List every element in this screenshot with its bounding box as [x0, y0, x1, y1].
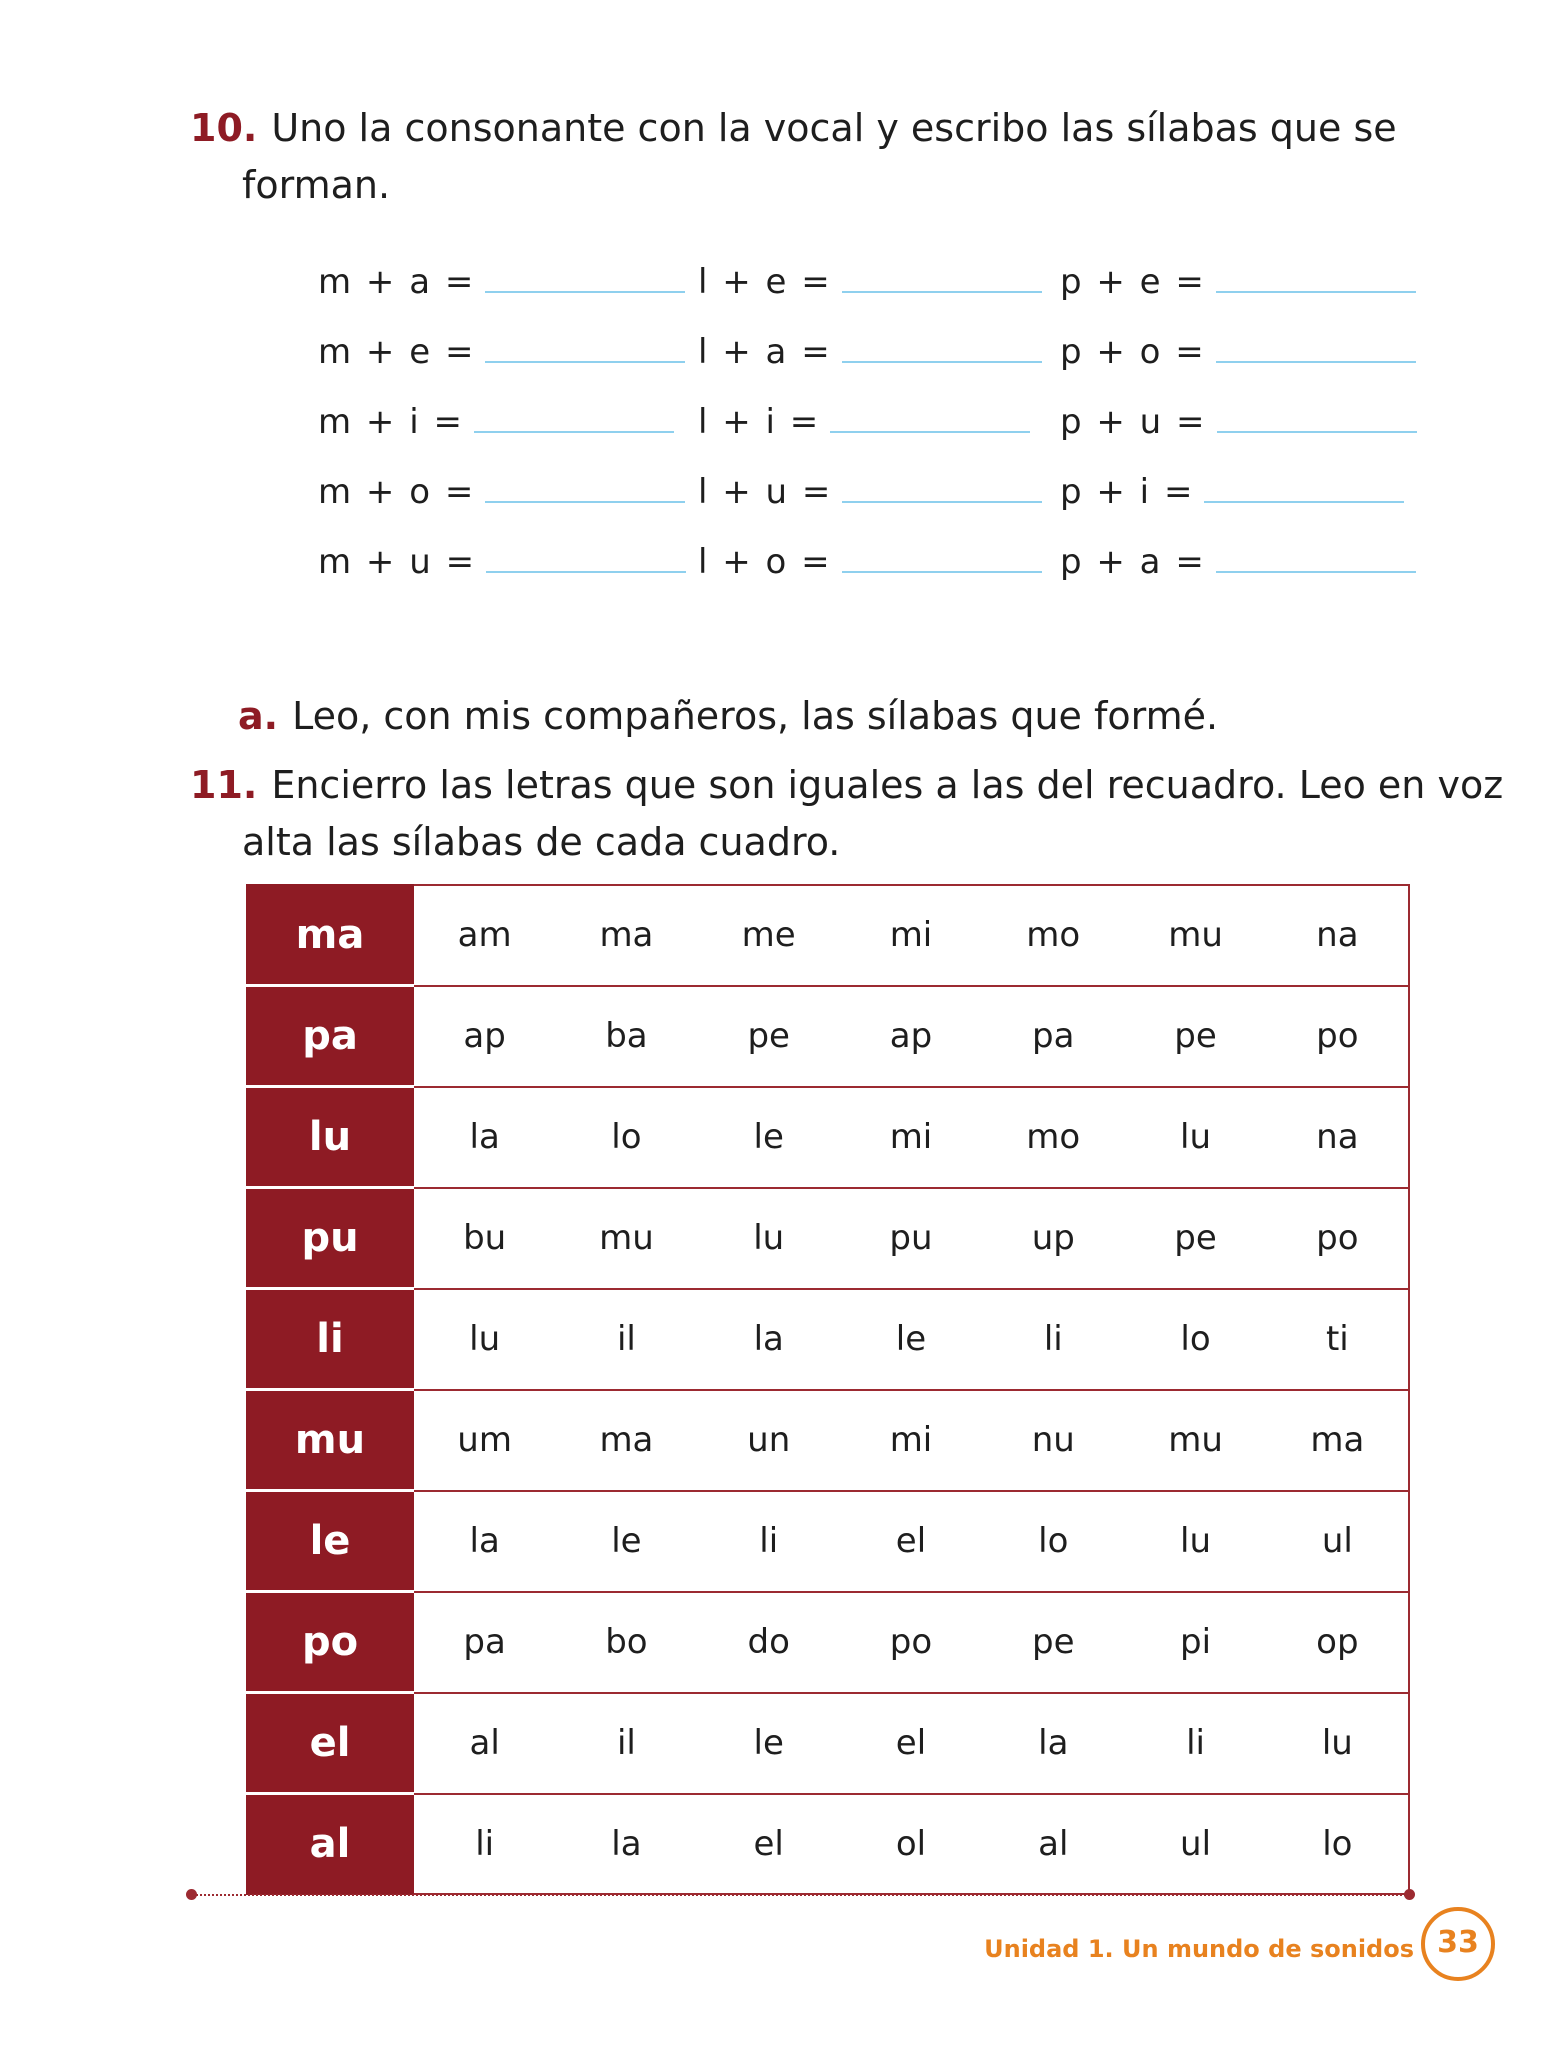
- syllable-cell[interactable]: ti: [1267, 1289, 1409, 1390]
- syllable-cell[interactable]: li: [413, 1794, 555, 1895]
- syllable-cell[interactable]: pe: [982, 1592, 1124, 1693]
- syllable-cell[interactable]: mo: [982, 885, 1124, 986]
- syllable-cell[interactable]: pi: [1124, 1592, 1266, 1693]
- equation-row: [318, 262, 685, 322]
- answer-line[interactable]: [485, 501, 685, 503]
- syllable-cell[interactable]: po: [840, 1592, 982, 1693]
- syllable-cell[interactable]: un: [698, 1390, 840, 1491]
- syllable-cell[interactable]: il: [555, 1289, 697, 1390]
- row-header-syllable: al: [247, 1794, 413, 1895]
- question-text-line1: Encierro las letras que son iguales a las del recuadro. Leo en voz: [271, 763, 1504, 807]
- syllable-cell[interactable]: op: [1267, 1592, 1409, 1693]
- question-10: [190, 100, 1397, 214]
- syllable-cell[interactable]: lo: [1267, 1794, 1409, 1895]
- syllable-table: [246, 884, 1410, 1895]
- syllable-cell[interactable]: ba: [555, 986, 697, 1087]
- syllable-cell[interactable]: bu: [413, 1188, 555, 1289]
- syllable-cell[interactable]: la: [555, 1794, 697, 1895]
- answer-line[interactable]: [1204, 501, 1404, 503]
- divider-dot-right: [1404, 1889, 1415, 1900]
- syllable-cell[interactable]: nu: [982, 1390, 1124, 1491]
- question-a: [238, 688, 1218, 745]
- table-row: [247, 1390, 1409, 1491]
- syllable-cell[interactable]: ma: [1267, 1390, 1409, 1491]
- footer-divider: [192, 1894, 1410, 1896]
- answer-line[interactable]: [485, 361, 685, 363]
- syllable-cell[interactable]: pa: [413, 1592, 555, 1693]
- syllable-cell[interactable]: pu: [840, 1188, 982, 1289]
- equation-text: p + i =: [1060, 472, 1195, 512]
- equation-text: l + u =: [698, 472, 833, 512]
- syllable-cell[interactable]: la: [698, 1289, 840, 1390]
- row-header-syllable: le: [247, 1491, 413, 1592]
- syllable-cell[interactable]: el: [840, 1491, 982, 1592]
- row-header-syllable: ma: [247, 885, 413, 986]
- answer-line[interactable]: [842, 571, 1042, 573]
- syllable-cell[interactable]: po: [1267, 986, 1409, 1087]
- equation-row: [1060, 262, 1416, 322]
- equation-text: m + e =: [318, 332, 476, 372]
- answer-line[interactable]: [842, 501, 1042, 503]
- syllable-cell[interactable]: pa: [982, 986, 1124, 1087]
- table-row: [247, 1289, 1409, 1390]
- syllable-cell[interactable]: lo: [555, 1087, 697, 1188]
- syllable-cell[interactable]: mu: [1124, 1390, 1266, 1491]
- answer-line[interactable]: [1216, 361, 1416, 363]
- answer-line[interactable]: [830, 431, 1030, 433]
- equation-text: p + a =: [1060, 542, 1206, 582]
- syllable-cell[interactable]: um: [413, 1390, 555, 1491]
- page-number: 33: [1421, 1907, 1495, 1981]
- row-header-syllable: el: [247, 1693, 413, 1794]
- answer-line[interactable]: [485, 291, 685, 293]
- table-row: [247, 1693, 1409, 1794]
- equation-text: m + i =: [318, 402, 464, 442]
- unit-title: Unidad 1. Un mundo de sonidos: [984, 1935, 1414, 1963]
- syllable-cell[interactable]: ma: [555, 885, 697, 986]
- syllable-cell[interactable]: lu: [413, 1289, 555, 1390]
- question-text-line1: Uno la consonante con la vocal y escribo las sílabas que se: [271, 106, 1397, 150]
- table-row: [247, 885, 1409, 986]
- syllable-cell[interactable]: ap: [840, 986, 982, 1087]
- syllable-cell[interactable]: po: [1267, 1188, 1409, 1289]
- equation-row: [318, 402, 674, 462]
- equation-row: [1060, 542, 1416, 602]
- question-text-line2: forman.: [242, 163, 391, 207]
- question-a-text: Leo, con mis compañeros, las sílabas que formé.: [292, 694, 1219, 738]
- syllable-cell[interactable]: na: [1267, 1087, 1409, 1188]
- answer-line[interactable]: [486, 571, 686, 573]
- answer-line[interactable]: [1216, 571, 1416, 573]
- syllable-cell[interactable]: na: [1267, 885, 1409, 986]
- equation-row: [318, 472, 685, 532]
- table-row: [247, 986, 1409, 1087]
- syllable-cell[interactable]: el: [840, 1693, 982, 1794]
- syllable-cell[interactable]: pe: [698, 986, 840, 1087]
- syllable-cell[interactable]: mi: [840, 1390, 982, 1491]
- equation-text: m + a =: [318, 262, 476, 302]
- equation-row: [698, 472, 1042, 532]
- syllable-cell[interactable]: lu: [1267, 1693, 1409, 1794]
- syllable-cell[interactable]: mu: [555, 1188, 697, 1289]
- row-header-syllable: pu: [247, 1188, 413, 1289]
- syllable-cell[interactable]: lu: [1124, 1491, 1266, 1592]
- syllable-cell[interactable]: up: [982, 1188, 1124, 1289]
- row-header-syllable: pa: [247, 986, 413, 1087]
- syllable-cell[interactable]: li: [982, 1289, 1124, 1390]
- question-11: [190, 757, 1503, 871]
- syllable-cell[interactable]: lu: [698, 1188, 840, 1289]
- syllable-cell[interactable]: le: [698, 1087, 840, 1188]
- syllable-cell[interactable]: ul: [1267, 1491, 1409, 1592]
- syllable-cell[interactable]: lu: [1124, 1087, 1266, 1188]
- equation-text: p + o =: [1060, 332, 1206, 372]
- equation-row: [1060, 332, 1416, 392]
- syllable-cell[interactable]: mo: [982, 1087, 1124, 1188]
- syllable-cell[interactable]: lo: [982, 1491, 1124, 1592]
- syllable-cell[interactable]: la: [982, 1693, 1124, 1794]
- equation-row: [1060, 402, 1417, 462]
- syllable-cell[interactable]: li: [1124, 1693, 1266, 1794]
- equation-text: m + o =: [318, 472, 476, 512]
- syllable-cell[interactable]: le: [840, 1289, 982, 1390]
- syllable-cell[interactable]: li: [698, 1491, 840, 1592]
- equation-text: l + a =: [698, 332, 832, 372]
- equation-row: [318, 542, 686, 602]
- syllable-cell[interactable]: pe: [1124, 986, 1266, 1087]
- answer-line[interactable]: [842, 291, 1042, 293]
- syllable-cell[interactable]: do: [698, 1592, 840, 1693]
- syllable-cell[interactable]: al: [982, 1794, 1124, 1895]
- equation-row: [698, 332, 1042, 392]
- equation-text: l + e =: [698, 262, 832, 302]
- equation-row: [698, 542, 1042, 602]
- syllable-cell[interactable]: me: [698, 885, 840, 986]
- answer-line[interactable]: [474, 431, 674, 433]
- table-row: [247, 1794, 1409, 1895]
- equation-row: [1060, 472, 1404, 532]
- equation-text: p + e =: [1060, 262, 1206, 302]
- syllable-cell[interactable]: am: [413, 885, 555, 986]
- question-number: 10.: [190, 106, 258, 150]
- syllable-cell[interactable]: la: [413, 1087, 555, 1188]
- syllable-cell[interactable]: bo: [555, 1592, 697, 1693]
- syllable-cell[interactable]: ap: [413, 986, 555, 1087]
- answer-line[interactable]: [842, 361, 1042, 363]
- syllable-cell[interactable]: mi: [840, 885, 982, 986]
- syllable-cell[interactable]: la: [413, 1491, 555, 1592]
- question-letter: a.: [238, 694, 279, 738]
- equation-row: [318, 332, 685, 392]
- answer-line[interactable]: [1217, 431, 1417, 433]
- answer-line[interactable]: [1216, 291, 1416, 293]
- syllable-cell[interactable]: pe: [1124, 1188, 1266, 1289]
- row-header-syllable: mu: [247, 1390, 413, 1491]
- syllable-cell[interactable]: lo: [1124, 1289, 1266, 1390]
- row-header-syllable: po: [247, 1592, 413, 1693]
- syllable-cell[interactable]: el: [698, 1794, 840, 1895]
- table-row: [247, 1491, 1409, 1592]
- syllable-cell[interactable]: mu: [1124, 885, 1266, 986]
- syllable-cell[interactable]: ul: [1124, 1794, 1266, 1895]
- syllable-cell[interactable]: le: [698, 1693, 840, 1794]
- divider-dot-left: [186, 1889, 197, 1900]
- row-header-syllable: lu: [247, 1087, 413, 1188]
- table-row: [247, 1087, 1409, 1188]
- equation-text: l + i =: [698, 402, 821, 442]
- question-number: 11.: [190, 763, 258, 807]
- syllable-cell[interactable]: il: [555, 1693, 697, 1794]
- syllable-cell[interactable]: al: [413, 1693, 555, 1794]
- equation-text: l + o =: [698, 542, 832, 582]
- equation-row: [698, 402, 1030, 462]
- row-header-syllable: li: [247, 1289, 413, 1390]
- syllable-cell[interactable]: le: [555, 1491, 697, 1592]
- question-text-line2: alta las sílabas de cada cuadro.: [242, 820, 841, 864]
- syllable-cell[interactable]: ol: [840, 1794, 982, 1895]
- equation-text: m + u =: [318, 542, 477, 582]
- equation-text: p + u =: [1060, 402, 1207, 442]
- equation-row: [698, 262, 1042, 322]
- syllable-cell[interactable]: mi: [840, 1087, 982, 1188]
- table-row: [247, 1592, 1409, 1693]
- table-row: [247, 1188, 1409, 1289]
- syllable-cell[interactable]: ma: [555, 1390, 697, 1491]
